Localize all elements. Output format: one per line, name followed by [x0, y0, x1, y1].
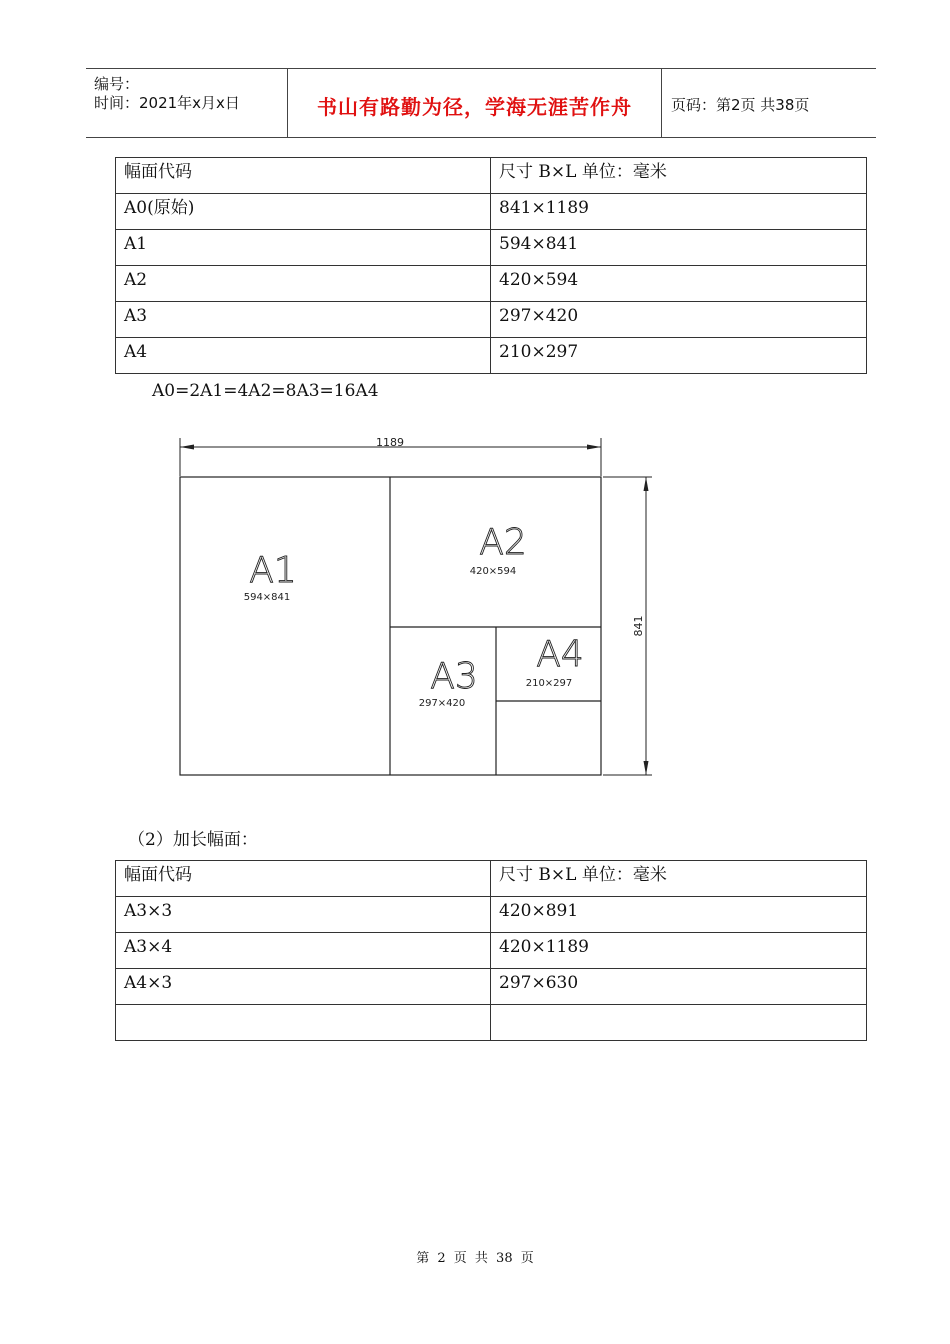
table-cell: A2: [116, 266, 491, 302]
section-heading: （2）加长幅面：: [128, 830, 258, 850]
table-cell: A0(原始): [116, 194, 491, 230]
a1-label: A1: [249, 550, 297, 591]
basic-size-table: [115, 157, 867, 374]
table-row: [116, 338, 867, 374]
table-cell: A3×4: [116, 933, 491, 969]
table-row: [116, 302, 867, 338]
table-row: [116, 194, 867, 230]
table-row: [116, 266, 867, 302]
table-cell: 297×420: [491, 302, 867, 338]
table-header-cell: 尺寸 B×L 单位：毫米: [491, 158, 867, 194]
a2-label: A2: [479, 522, 527, 563]
width-dimension-label: 1189: [376, 436, 404, 449]
serial-label: 编号：: [94, 75, 140, 93]
table-cell: [491, 1005, 867, 1041]
table-row: [116, 933, 867, 969]
width-arrow-right: [587, 445, 601, 450]
table-cell: A3×3: [116, 897, 491, 933]
size-relation-formula: A0=2A1=4A2=8A3=16A4: [152, 381, 379, 401]
table-row: [116, 969, 867, 1005]
table-cell: 420×1189: [491, 933, 867, 969]
a4-size-label: 210×297: [525, 678, 573, 689]
table-cell: 841×1189: [491, 194, 867, 230]
page-header: [86, 68, 876, 138]
table-header-cell: 幅面代码: [116, 861, 491, 897]
sheet-size-diagram: [170, 432, 660, 782]
date-label: 时间：2021年x月x日: [94, 94, 240, 112]
height-dimension-label: 841: [632, 615, 645, 637]
table-cell: A1: [116, 230, 491, 266]
table-cell: 420×594: [491, 266, 867, 302]
table-cell: 210×297: [491, 338, 867, 374]
height-arrow-bottom: [644, 761, 649, 775]
motto: 书山有路勤为径，学海无涯苦作舟: [317, 95, 632, 119]
table-cell: A4×3: [116, 969, 491, 1005]
table-row: [116, 897, 867, 933]
header-page-cell: [661, 69, 876, 137]
width-arrow-left: [180, 445, 194, 450]
table-cell: 297×630: [491, 969, 867, 1005]
page-footer: 第 2 页 共 38 页: [416, 1251, 534, 1266]
table-cell: [116, 1005, 491, 1041]
table-cell: A3: [116, 302, 491, 338]
table-cell: 594×841: [491, 230, 867, 266]
page-number-label: 页码：第2页 共38页: [671, 96, 810, 114]
table-cell: A4: [116, 338, 491, 374]
table-row: [116, 230, 867, 266]
table-header-cell: 幅面代码: [116, 158, 491, 194]
a4-label: A4: [536, 634, 584, 675]
table-header-row: [116, 861, 867, 897]
header-motto-cell: [287, 69, 662, 137]
table-header-row: [116, 158, 867, 194]
elongated-size-table: [115, 860, 867, 1041]
header-meta-cell: [86, 69, 286, 137]
a2-size-label: 420×594: [469, 566, 517, 577]
height-arrow-top: [644, 477, 649, 491]
table-header-cell: 尺寸 B×L 单位：毫米: [491, 861, 867, 897]
a1-size-label: 594×841: [243, 592, 291, 603]
a3-label: A3: [430, 656, 478, 697]
a3-size-label: 297×420: [418, 698, 466, 709]
table-cell: 420×891: [491, 897, 867, 933]
table-row: [116, 1005, 867, 1041]
